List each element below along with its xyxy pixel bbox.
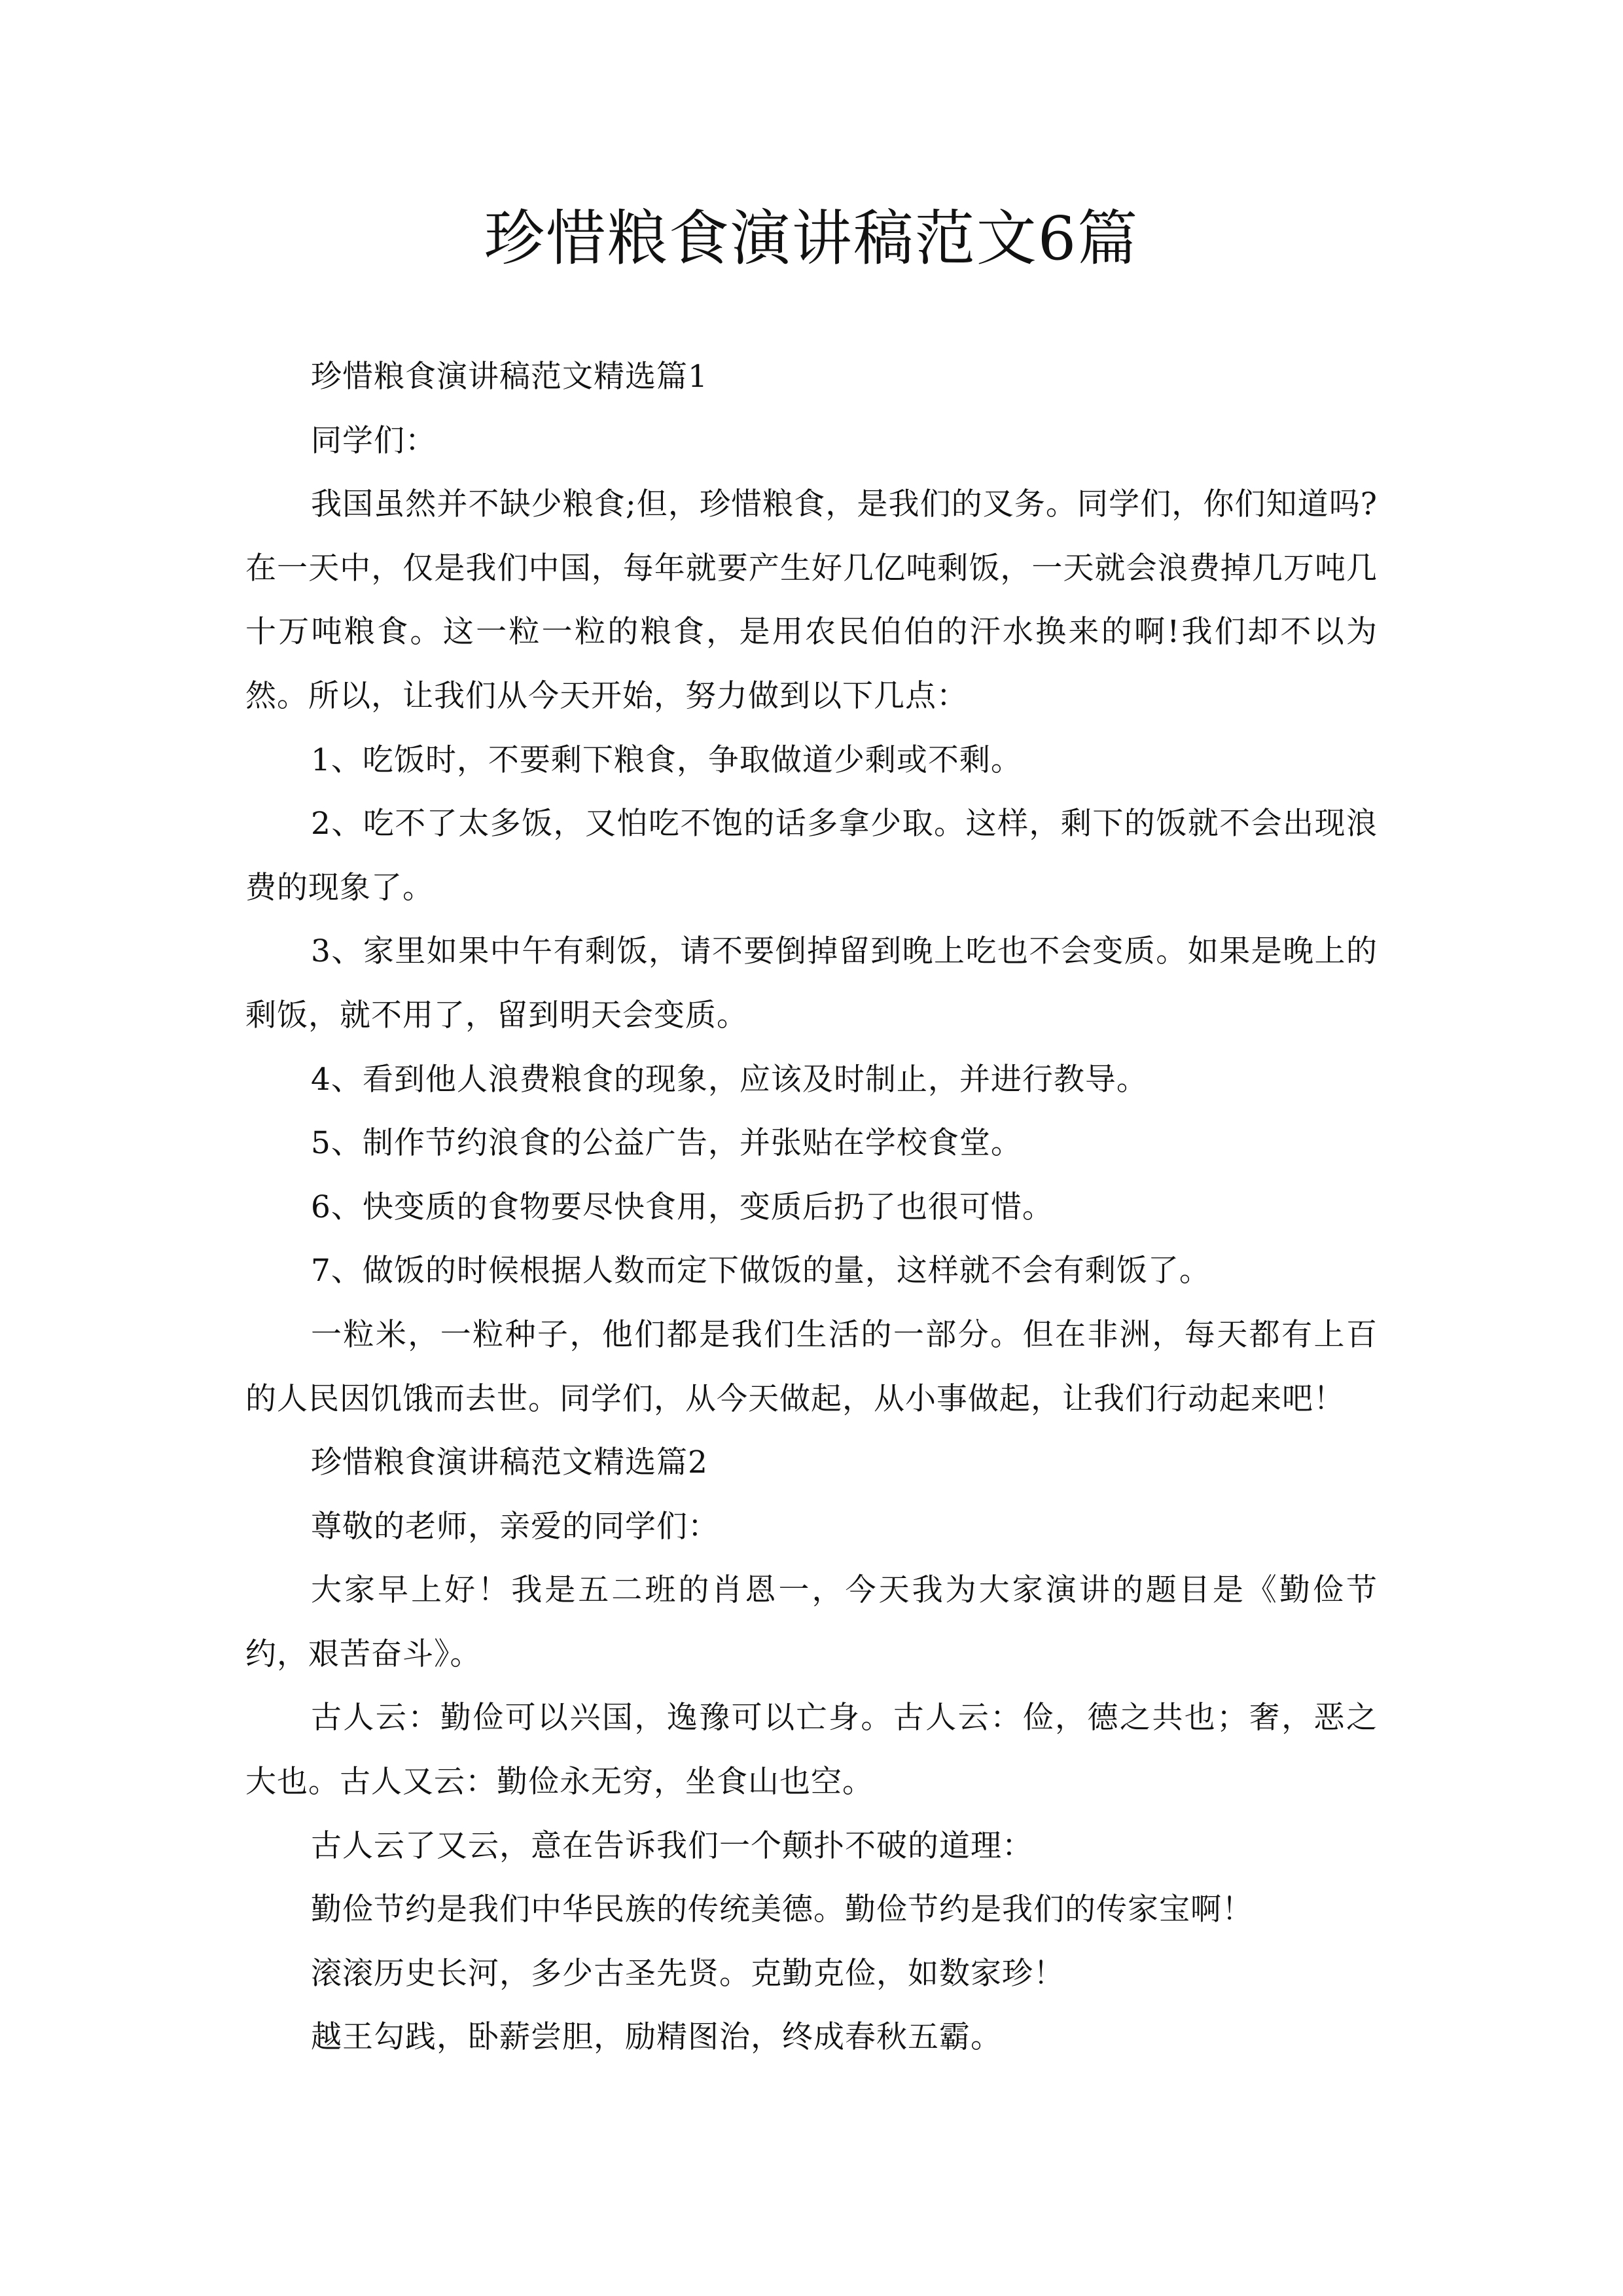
section-heading-2: 珍惜粮食演讲稿范文精选篇2 [311, 1444, 708, 1481]
paragraph: 古人云了又云，意在告诉我们一个颠扑不破的道理： [311, 1827, 1033, 1864]
paragraph: 一粒米，一粒种子，他们都是我们生活的一部分。但在非洲，每天都有上百的人民因饥饿而去世。同学们，从今天做起，从小事做起，让我们行动起来吧！ [245, 1316, 1378, 1417]
paragraph: 大家早上好！我是五二班的肖恩一，今天我为大家演讲的题目是《勤俭节约，艰苦奋斗》。 [245, 1572, 1378, 1672]
list-item: 3、家里如果中午有剩饭，请不要倒掉留到晚上吃也不会变质。如果是晚上的剩饭，就不用了，留到明天会变质。 [245, 933, 1378, 1033]
paragraph: 滚滚历史长河，多少古圣先贤。克勤克俭，如数家珍！ [311, 1955, 1065, 1992]
document-body [245, 345, 1378, 2070]
paragraph: 古人云：勤俭可以兴国，逸豫可以亡身。古人云：俭，德之共也；奢，恶之大也。古人又云：勤俭永无穷，坐食山也空。 [245, 1700, 1378, 1801]
salutation: 尊敬的老师，亲爱的同学们： [311, 1508, 719, 1545]
list-item: 1、吃饭时，不要剩下粮食，争取做道少剩或不剩。 [311, 742, 1022, 778]
list-item: 7、做饭的时候根据人数而定下做饭的量，这样就不会有剩饭了。 [311, 1253, 1211, 1289]
paragraph: 我国虽然并不缺少粮食;但，珍惜粮食，是我们的叉务。同学们，你们知道吗?在一天中，仅是我们中国，每年就要产生好几亿吨剩饭，一天就会浪费掉几万吨几十万吨粮食。这一粒一粒的粮食，是用农民伯伯的汗水换来的啊!我们却不以为然。所以，让我们从今天开始，努力做到以下几点： [245, 486, 1378, 714]
paragraph: 勤俭节约是我们中华民族的传统美德。勤俭节约是我们的传家宝啊！ [311, 1892, 1253, 1928]
page-title: 珍惜粮食演讲稿范文6篇 [484, 204, 1139, 274]
list-item: 5、制作节约浪食的公益广告，并张贴在学校食堂。 [311, 1125, 1022, 1162]
paragraph: 越王勾践，卧薪尝胆，励精图治，终成春秋五霸。 [311, 2019, 1002, 2056]
salutation: 同学们： [311, 422, 437, 459]
list-item: 6、快变质的食物要尽快食用，变质后扔了也很可惜。 [311, 1189, 1054, 1225]
section-heading-1: 珍惜粮食演讲稿范文精选篇1 [311, 359, 708, 395]
list-item: 4、看到他人浪费粮食的现象，应该及时制止，并进行教导。 [311, 1061, 1148, 1098]
list-item: 2、吃不了太多饭，又怕吃不饱的话多拿少取。这样，剩下的饭就不会出现浪费的现象了。 [245, 806, 1378, 906]
